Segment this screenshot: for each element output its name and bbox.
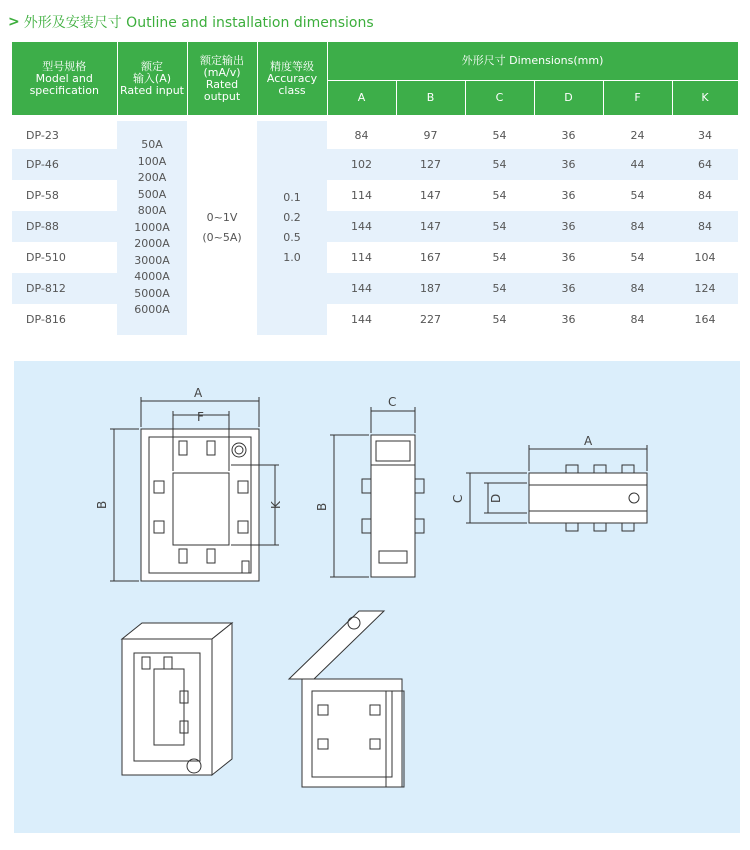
outline-drawing-panel (14, 361, 740, 833)
dim-label-f: F (197, 410, 204, 424)
header-rated-output: 额定输出 (mA/v) Rated output (187, 42, 257, 118)
cell-dim: 54 (465, 118, 534, 149)
header-dim-b: B (396, 80, 465, 118)
cell-dim: 104 (672, 242, 738, 273)
cell-dim: 64 (672, 149, 738, 180)
cell-dim: 167 (396, 242, 465, 273)
cell-dim: 54 (465, 211, 534, 242)
cell-dim: 84 (603, 273, 672, 304)
cell-dim: 36 (534, 273, 603, 304)
cell-dim: 144 (327, 273, 396, 304)
front-view (110, 397, 279, 581)
cell-model: DP-58 (12, 180, 117, 211)
cell-dim: 84 (603, 211, 672, 242)
cell-dim: 164 (672, 304, 738, 335)
cell-dim: 36 (534, 242, 603, 273)
cell-dim: 84 (672, 211, 738, 242)
cell-dim: 54 (465, 273, 534, 304)
header-accuracy: 精度等级 Accuracy class (257, 42, 327, 118)
cell-dim: 227 (396, 304, 465, 335)
cell-dim: 84 (672, 180, 738, 211)
cell-dim: 54 (603, 242, 672, 273)
cell-dim: 24 (603, 118, 672, 149)
cell-dim: 54 (465, 149, 534, 180)
dim-label-b-side: B (315, 502, 329, 511)
cell-model: DP-510 (12, 242, 117, 273)
cell-dim: 127 (396, 149, 465, 180)
cell-dim: 147 (396, 180, 465, 211)
cell-dim: 36 (534, 180, 603, 211)
cell-dim: 144 (327, 304, 396, 335)
cell-dim: 147 (396, 211, 465, 242)
dim-label-a-top: A (584, 434, 593, 448)
outline-drawing (14, 361, 740, 833)
cell-accuracy: 0.1 0.2 0.5 1.0 (257, 118, 327, 335)
dim-label-k: K (269, 501, 283, 509)
side-view (330, 407, 424, 577)
cell-model: DP-816 (12, 304, 117, 335)
table-row (12, 118, 738, 149)
header-dim-c: C (465, 80, 534, 118)
cell-dim: 84 (603, 304, 672, 335)
chevron-right-icon: > (8, 14, 20, 30)
cell-dim: 54 (465, 180, 534, 211)
cell-dim: 54 (603, 180, 672, 211)
header-model: 型号规格 Model and specification (12, 42, 117, 118)
header-rated-input: 额定 输入(A) Rated input (117, 42, 187, 118)
cell-dim: 34 (672, 118, 738, 149)
section-title-text: 外形及安装尺寸 Outline and installation dimensions (23, 15, 374, 31)
cell-dim: 36 (534, 149, 603, 180)
cell-dim: 187 (396, 273, 465, 304)
dim-label-b: B (95, 500, 109, 509)
dim-label-c: C (388, 395, 397, 409)
dim-label-c-top: C (451, 494, 465, 503)
cell-model: DP-88 (12, 211, 117, 242)
dimensions-table (12, 42, 739, 335)
cell-dim: 54 (465, 242, 534, 273)
cell-dim: 84 (327, 118, 396, 149)
cell-dim: 114 (327, 242, 396, 273)
cell-model: DP-23 (12, 118, 117, 149)
header-dimensions: 外形尺寸 Dimensions(mm) (327, 42, 738, 80)
cell-dim: 36 (534, 211, 603, 242)
cell-dim: 144 (327, 211, 396, 242)
cell-dim: 97 (396, 118, 465, 149)
cell-dim: 36 (534, 304, 603, 335)
cell-dim: 54 (465, 304, 534, 335)
cell-dim: 114 (327, 180, 396, 211)
cell-dim: 36 (534, 118, 603, 149)
section-title (8, 10, 374, 34)
header-dim-a: A (327, 80, 396, 118)
cell-dim: 44 (603, 149, 672, 180)
dim-label-a: A (194, 386, 203, 400)
cell-rated-input: 50A 100A 200A 500A 800A 1000A 2000A 3000A 4000A 5000A 6000A (117, 118, 187, 335)
cell-dim: 102 (327, 149, 396, 180)
cell-dim: 124 (672, 273, 738, 304)
cell-model: DP-46 (12, 149, 117, 180)
header-dim-d: D (534, 80, 603, 118)
isometric-view-closed (122, 623, 232, 775)
header-dim-k: K (672, 80, 738, 118)
header-dim-f: F (603, 80, 672, 118)
dim-label-d-top: D (489, 493, 503, 503)
cell-model: DP-812 (12, 273, 117, 304)
top-view (466, 445, 647, 531)
isometric-view-open (289, 611, 404, 787)
cell-rated-output: 0~1V (0~5A) (187, 118, 257, 335)
